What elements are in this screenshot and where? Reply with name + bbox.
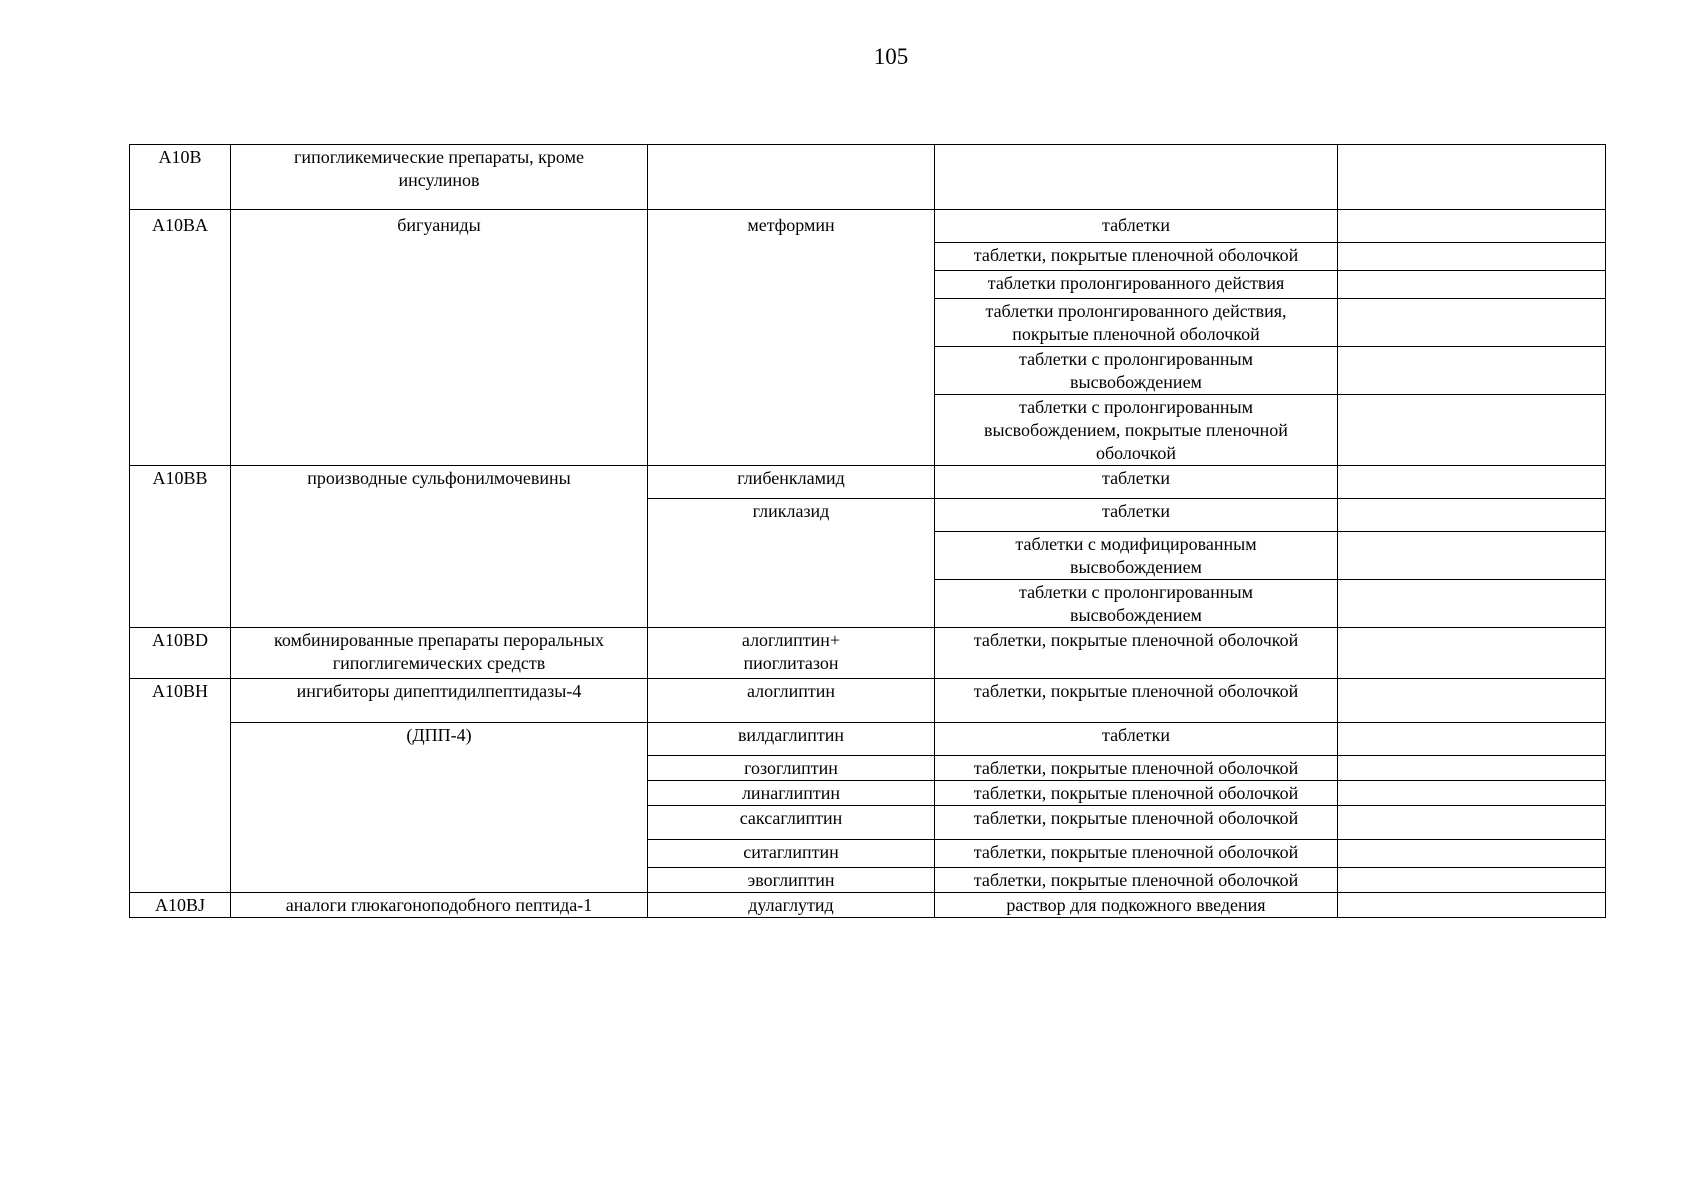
drug-name-cell: линаглиптин: [648, 781, 935, 806]
drug-name-cell: гликлазид: [648, 499, 935, 628]
dosage-form-cell: таблетки, покрытые пленочной оболочкой: [935, 628, 1338, 679]
page-number: 105: [873, 44, 909, 69]
group-name-cell: комбинированные препараты пероральных гипоглигемических средств: [231, 628, 648, 679]
dosage-form-cell: таблетки, покрытые пленочной оболочкой: [935, 868, 1338, 893]
drug-name-cell: вилдаглиптин: [648, 723, 935, 756]
drug-table: [129, 144, 1606, 918]
note-cell: [1338, 532, 1606, 580]
drug-name-cell: саксаглиптин: [648, 806, 935, 840]
note-cell: [1338, 466, 1606, 499]
atc-code-cell: A10BJ: [130, 893, 231, 918]
drug-name-cell: гозоглиптин: [648, 756, 935, 781]
dosage-form-cell: таблетки, покрытые пленочной оболочкой: [935, 781, 1338, 806]
drug-name-cell: [648, 145, 935, 210]
note-cell: [1338, 499, 1606, 532]
dosage-form-cell: таблетки с модифицированным высвобождением: [935, 532, 1338, 580]
dosage-form-cell: таблетки, покрытые пленочной оболочкой: [935, 756, 1338, 781]
dosage-form-cell: таблетки пролонгированного действия: [935, 271, 1338, 299]
drug-name-cell: алоглиптин: [648, 679, 935, 723]
note-cell: [1338, 580, 1606, 628]
dosage-form-cell: таблетки, покрытые пленочной оболочкой: [935, 806, 1338, 840]
dosage-form-cell: таблетки, покрытые пленочной оболочкой: [935, 840, 1338, 868]
note-cell: [1338, 781, 1606, 806]
note-cell: [1338, 840, 1606, 868]
dosage-form-cell: таблетки: [935, 499, 1338, 532]
dosage-form-cell: таблетки, покрытые пленочной оболочкой: [935, 679, 1338, 723]
dosage-form-cell: таблетки: [935, 723, 1338, 756]
dosage-form-cell: раствор для подкожного введения: [935, 893, 1338, 918]
note-cell: [1338, 628, 1606, 679]
note-cell: [1338, 145, 1606, 210]
note-cell: [1338, 243, 1606, 271]
group-name-cell: ингибиторы дипептидилпептидазы-4: [231, 679, 648, 723]
note-cell: [1338, 893, 1606, 918]
note-cell: [1338, 679, 1606, 723]
note-cell: [1338, 756, 1606, 781]
dosage-form-cell: таблетки, покрытые пленочной оболочкой: [935, 243, 1338, 271]
note-cell: [1338, 806, 1606, 840]
atc-code-cell: A10BB: [130, 466, 231, 628]
drug-name-cell: глибенкламид: [648, 466, 935, 499]
atc-code-cell: A10BD: [130, 628, 231, 679]
table-row: [130, 210, 1606, 243]
dosage-form-cell: таблетки с пролонгированным высвобождением: [935, 580, 1338, 628]
note-cell: [1338, 723, 1606, 756]
table-row: [130, 893, 1606, 918]
dosage-form-cell: [935, 145, 1338, 210]
note-cell: [1338, 210, 1606, 243]
table-row: [130, 145, 1606, 210]
dosage-form-cell: таблетки с пролонгированным высвобождением, покрытые пленочной оболочкой: [935, 395, 1338, 466]
group-name-cell: гипогликемические препараты, кроме инсулинов: [231, 145, 648, 210]
atc-code-cell: A10BH: [130, 679, 231, 893]
note-cell: [1338, 868, 1606, 893]
dosage-form-cell: таблетки: [935, 210, 1338, 243]
group-name-cell: производные сульфонилмочевины: [231, 466, 648, 628]
table-row: [130, 723, 1606, 756]
atc-code-cell: A10B: [130, 145, 231, 210]
note-cell: [1338, 299, 1606, 347]
table-row: [130, 466, 1606, 499]
table-row: [130, 679, 1606, 723]
dosage-form-cell: таблетки с пролонгированным высвобождением: [935, 347, 1338, 395]
group-name-cell: бигуаниды: [231, 210, 648, 466]
group-name-cell: (ДПП-4): [231, 723, 648, 893]
dosage-form-cell: таблетки пролонгированного действия, покрытые пленочной оболочкой: [935, 299, 1338, 347]
table-row: [130, 628, 1606, 679]
group-name-cell: аналоги глюкагоноподобного пептида-1: [231, 893, 648, 918]
dosage-form-cell: таблетки: [935, 466, 1338, 499]
drug-name-cell: ситаглиптин: [648, 840, 935, 868]
note-cell: [1338, 347, 1606, 395]
atc-code-cell: A10BA: [130, 210, 231, 466]
drug-name-cell: дулаглутид: [648, 893, 935, 918]
drug-name-cell: метформин: [648, 210, 935, 466]
note-cell: [1338, 271, 1606, 299]
note-cell: [1338, 395, 1606, 466]
drug-name-cell: алоглиптин+ пиоглитазон: [648, 628, 935, 679]
drug-name-cell: эвоглиптин: [648, 868, 935, 893]
